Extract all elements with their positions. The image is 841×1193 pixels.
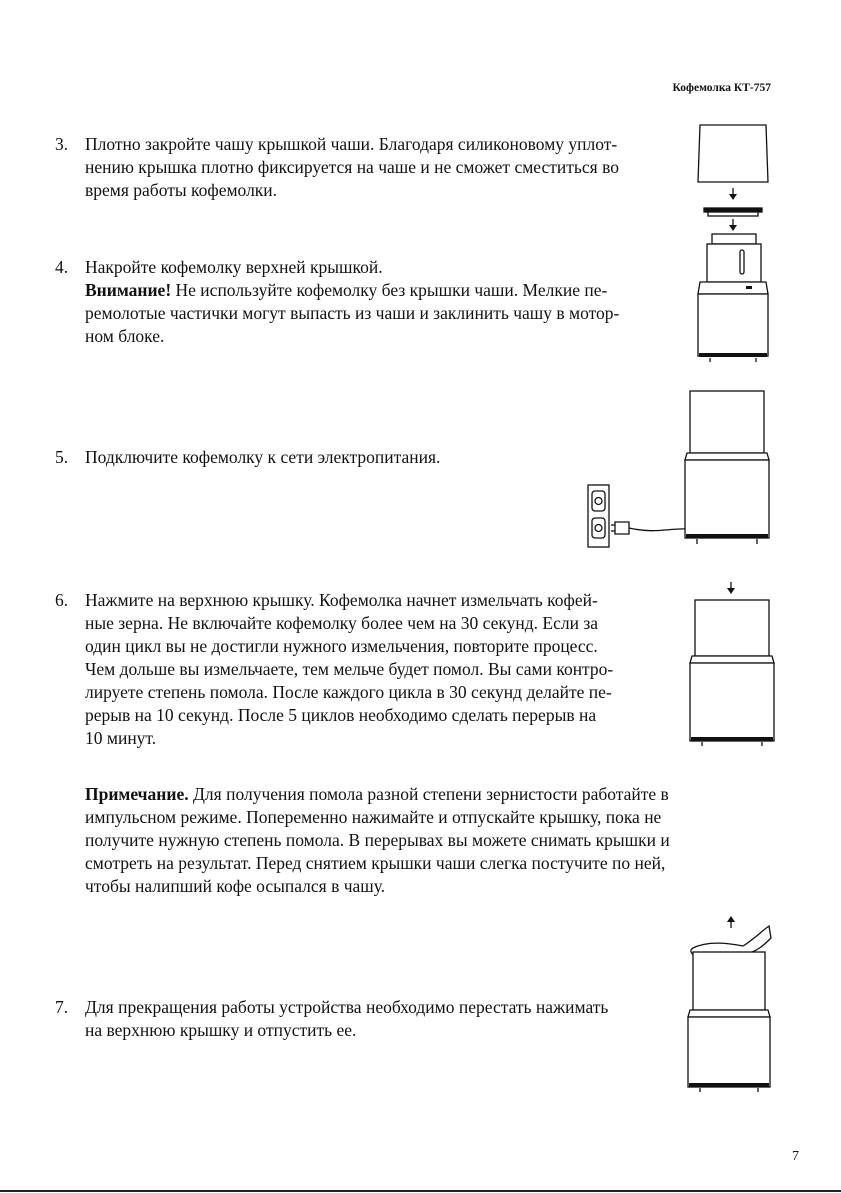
step-text-line: Накройте кофемолку верхней крышкой. [85,257,383,277]
warning-line [85,279,607,302]
note-line: чтобы налипший кофе осыпался в чашу. [85,876,386,896]
step-number: 4. [55,257,69,277]
step-number: 5. [55,447,69,467]
step-text-line: 10 минут. [85,728,157,748]
bottom-divider [0,1190,841,1192]
step-text-line: Чем дольше вы измельчаете, тем мельче будет помол. Вы сами контро- [85,659,614,679]
step-number: 6. [55,590,69,610]
note-label: Примечание. [85,784,189,804]
warning-text: Не используйте кофемолку без крышки чаши. Мелкие пе- [175,280,608,300]
step-text-line: рерыв на 10 секунд. После 5 циклов необходимо сделать перерыв на [85,705,597,725]
warning-label: Внимание! [85,280,172,300]
note-first-line [85,783,775,806]
step-text-line: время работы кофемолки. [85,180,278,200]
step-number: 3. [55,134,69,154]
page-number: 7 [792,1149,799,1164]
step-text-line: ные зерна. Не включайте кофемолку более чем на 30 секунд. Если за [85,613,599,633]
illustration-plug-in [585,388,775,550]
step-text-line: Подключите кофемолку к сети электропитания. [85,447,441,467]
illustration-release-lid [683,912,775,1097]
note-line: смотреть на результат. Перед снятием крышки чаши слегка постучите по ней, [85,853,666,873]
step-text-line: нению крышка плотно фиксируется на чаше и не сможет сместиться во [85,157,619,177]
step-number: 7. [55,997,69,1017]
step-text-line: Плотно закройте чашу крышкой чаши. Благодаря силиконовому уплот- [85,134,618,154]
illustration-press-lid [688,580,776,750]
note-text: Для получения помола разной степени зернистости работайте в [192,784,669,804]
step-text-line: на верхнюю крышку и отпустить ее. [85,1020,357,1040]
step-text-line: ном блоке. [85,326,165,346]
page-header-title: Кофемолка КТ-757 [672,82,771,94]
step-text-line: ремолотые частички могут выпасть из чаши и заклинить чашу в мотор- [85,303,620,323]
step-text-line: один цикл вы не достигли нужного измельчения, повторите процесс. [85,636,598,656]
step-text-line: Нажмите на верхнюю крышку. Кофемолка начнет измельчать кофей- [85,590,598,610]
note-line: импульсном режиме. Попеременно нажимайте и отпускайте крышку, пока не [85,807,662,827]
step-text-line: лируете степень помола. После каждого цикла в 30 секунд делайте пе- [85,682,612,702]
illustration-lid-assembly [690,122,780,367]
note-line: получите нужную степень помола. В перерывах вы можете снимать крышки и [85,830,670,850]
note-block [85,783,775,898]
step-text-line: Для прекращения работы устройства необходимо перестать нажимать [85,997,609,1017]
